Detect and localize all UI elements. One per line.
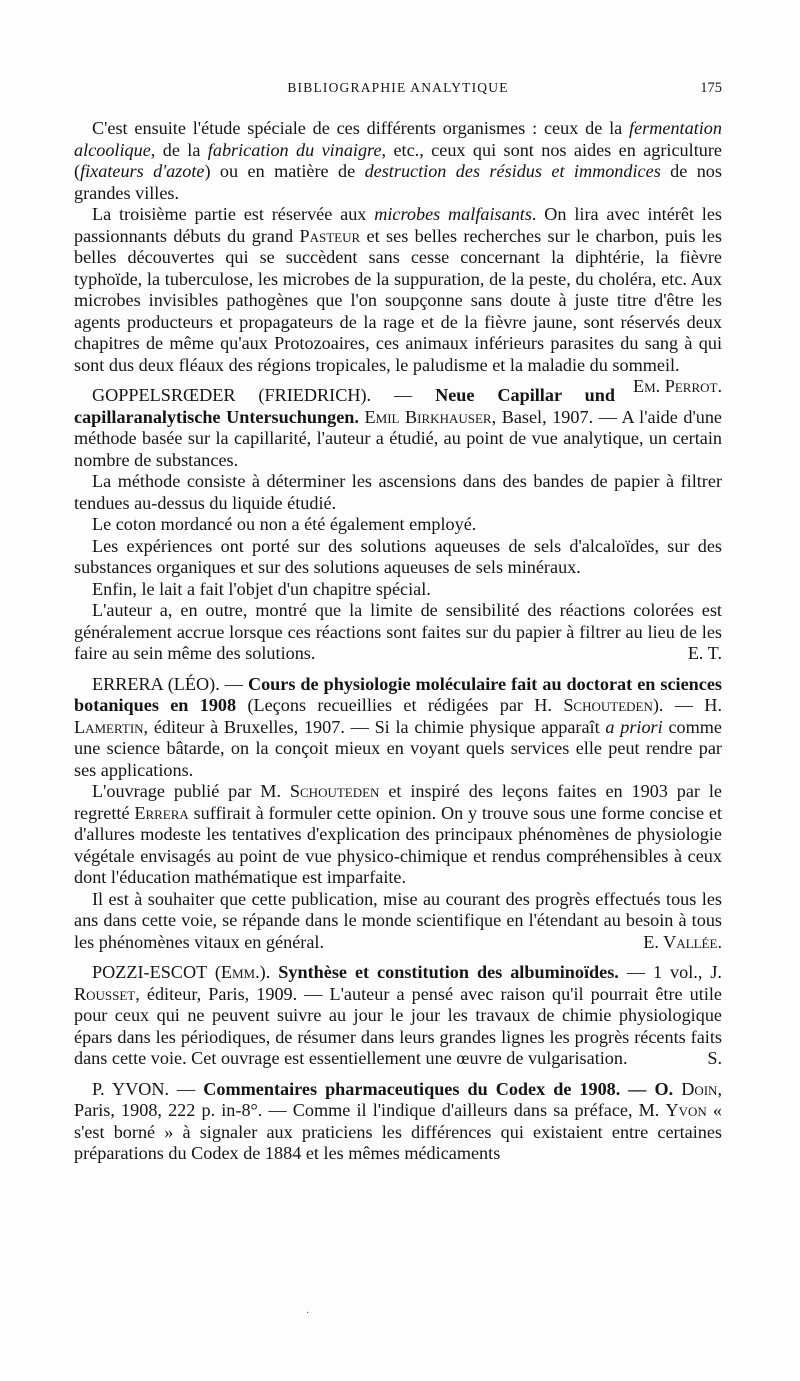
paragraph: Enfin, le lait a fait l'objet d'un chapitre spécial.: [92, 578, 431, 599]
bibliography-entry: P. YVON. — Commentaires pharmaceutiques du Codex de 1908. — O. Doin, Paris, 1908, 222 p. in-8°. — Comme il l'indique d'ailleurs dans sa préface, M. Yvon « s'est borné » à signaler aux praticiens les différences qui existaient entre certaines préparations du Codex de 1884 et les mêmes médicaments: [74, 1078, 722, 1163]
review-signature: S.: [707, 1048, 722, 1068]
paragraph: C'est ensuite l'étude spéciale de ces différents organismes : ceux de la fermentation alcoolique, de la fabrication du vinaigre, etc., ceux qui sont nos aides en agriculture (fixateurs d'azote) ou en matière de destruction des résidus et immondices de nos grandes villes.: [74, 118, 722, 203]
page-number: 175: [700, 80, 722, 96]
bibliography-entry: GOPPELSRŒDER (FRIEDRICH). — Neue Capillar und capillaranalytische Untersuchungen. Emil Birkhauser, Basel, 1907. — A l'aide d'une méthode basée sur la capillarité, l'auteur a étudié, au point de vue analytique, un certain nombre de substances.: [74, 385, 722, 470]
ink-speck: ·: [306, 1308, 310, 1319]
paragraph: La méthode consiste à déterminer les ascensions dans des bandes de papier à filtrer tendues au-dessus du liquide étudié.: [74, 471, 722, 513]
paragraph: La troisième partie est réservée aux microbes malfaisants. On lira avec intérêt les passionnants débuts du grand Pasteur et ses belles recherches sur le charbon, puis les belles découvertes qui se succèdent sans cesse concernant la diphtérie, la fièvre typhoïde, la tuberculose, les microbes de la suppuration, de la peste, du choléra, etc. Aux microbes invisibles pathogènes que l'on soupçonne sans doute à juste titre d'être les agents producteurs et propagateurs de la rage et de la fièvre jaune, sont réservés deux chapitres de même qu'aux Protozoaires, ces animaux inférieurs parasites du sang à qui sont dus deux fléaux des régions tropicales, le paludisme et la maladie du sommeil. Em. Perrot.: [74, 204, 722, 396]
paragraph: Il est à souhaiter que cette publication, mise au courant des progrès effectués tous les ans dans cette voie, se répande dans le monde scientifique en l'étendant au besoin à tous les phénomènes vitaux en général. E. Vallée.: [74, 888, 722, 952]
review-signature: Em. Perrot.: [632, 376, 722, 396]
bibliography-entry: POZZI-ESCOT (Emm.). Synthèse et constitution des albuminoïdes. — 1 vol., J. Rousset, éditeur, Paris, 1909. — L'auteur a pensé avec raison qu'il pourrait être utile pour ceux qui ne peuvent suivre au jour le jour les travaux de chimie physiologique épars dans les périodiques, de résumer dans leurs grandes lignes les progrès récents faits dans cette voie. Cet ouvrage est essentiellement une œuvre de vulgarisation. S.: [74, 962, 722, 1068]
paragraph: Les expériences ont porté sur des solutions aqueuses de sels d'alcaloïdes, sur des substances organiques et sur des solutions aqueuses de sels minéraux.: [74, 535, 722, 577]
review-signature: E. T.: [687, 643, 722, 663]
paragraph: Le coton mordancé ou non a été également employé.: [92, 514, 477, 534]
bibliography-entry: ERRERA (LÉO). — Cours de physiologie moléculaire fait au doctorat en sciences botaniques en 1908 (Leçons recueillies et rédigées par H. Schouteden). — H. Lamertin, éditeur à Bruxelles, 1907. — Si la chimie physique apparaît a priori comme une science bâtarde, on la conçoit mieux en voyant quels services elle peut rendre par ses applications.: [74, 673, 722, 780]
paragraph: L'ouvrage publié par M. Schouteden et inspiré des leçons faites en 1903 par le regretté Errera suffirait à formuler cette opinion. On y trouve sous une forme concise et d'allures modeste les tentatives d'explication des principaux phénomènes de physiologie végétale envisagés au point de vue physico-chimique et rendus compréhensibles à ceux dont l'éducation mathématique est imparfaite.: [74, 781, 722, 887]
running-title: BIBLIOGRAPHIE ANALYTIQUE: [287, 80, 509, 95]
review-signature: E. Vallée.: [643, 931, 722, 952]
body-text: [74, 118, 722, 1165]
paragraph: L'auteur a, en outre, montré que la limite de sensibilité des réactions colorées est généralement accrue lorsque ces réactions sont faites sur du papier à filtrer au lieu de les faire au sein même des solutions. E. T.: [74, 600, 722, 663]
running-head: [74, 80, 722, 104]
